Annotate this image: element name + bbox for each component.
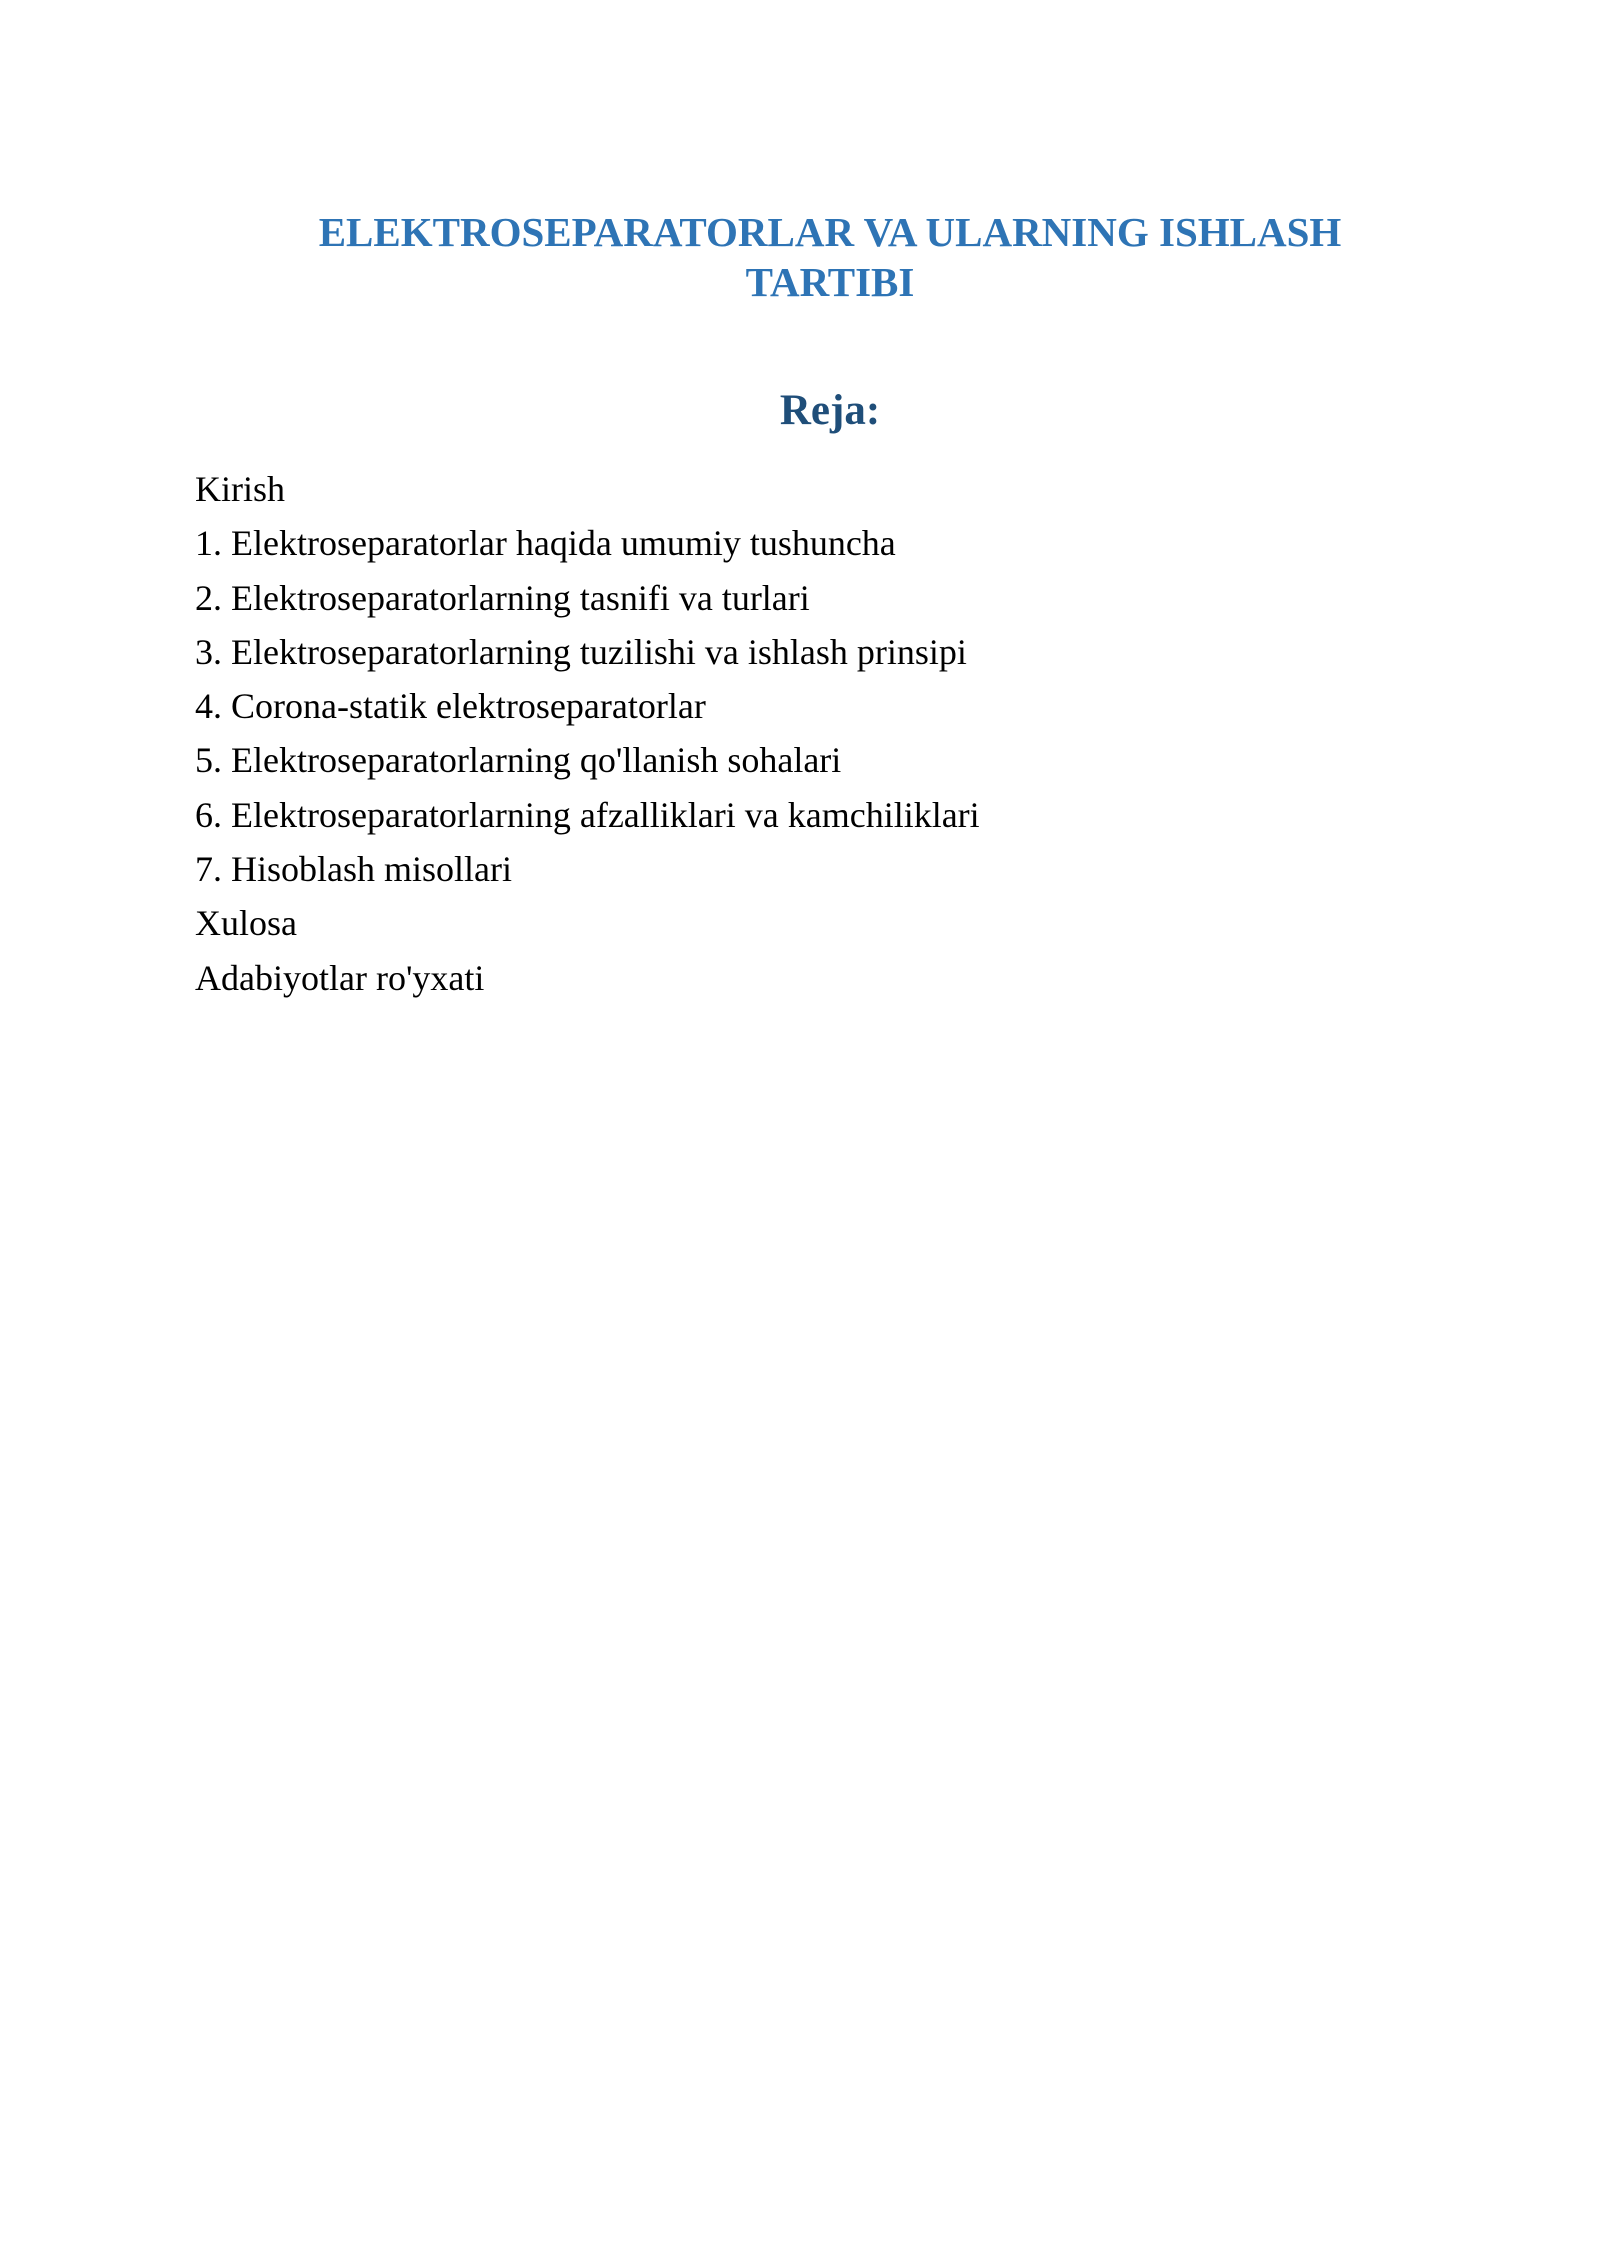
plan-list [195, 462, 1405, 1005]
document-title [195, 207, 1465, 307]
plan-item-introduction: Kirish [195, 469, 285, 509]
plan-item-2: 2. Elektroseparatorlarning tasnifi va turlari [195, 577, 810, 618]
plan-item-conclusion: Xulosa [195, 903, 297, 944]
plan-item-5: 5. Elektroseparatorlarning qo'llanish sohalari [195, 740, 842, 781]
plan-item-3: 3. Elektroseparatorlarning tuzilishi va ishlash prinsipi [195, 631, 967, 672]
plan-item-1: 1. Elektroseparatorlar haqida umumiy tushuncha [195, 523, 896, 564]
document-title-line-1: ELEKTROSEPARATORLAR VA ULARNING ISHLASH [318, 209, 1342, 255]
plan-item-6: 6. Elektroseparatorlarning afzalliklari va kamchiliklari [195, 794, 980, 835]
plan-item-references: Adabiyotlar ro'yxati [195, 957, 485, 998]
plan-item-7: 7. Hisoblash misollari [195, 849, 512, 890]
plan-heading: Reja: [779, 387, 881, 434]
plan-item-4: 4. Corona-statik elektroseparatorlar [195, 686, 706, 727]
document-title-line-2: TARTIBI [745, 259, 915, 305]
